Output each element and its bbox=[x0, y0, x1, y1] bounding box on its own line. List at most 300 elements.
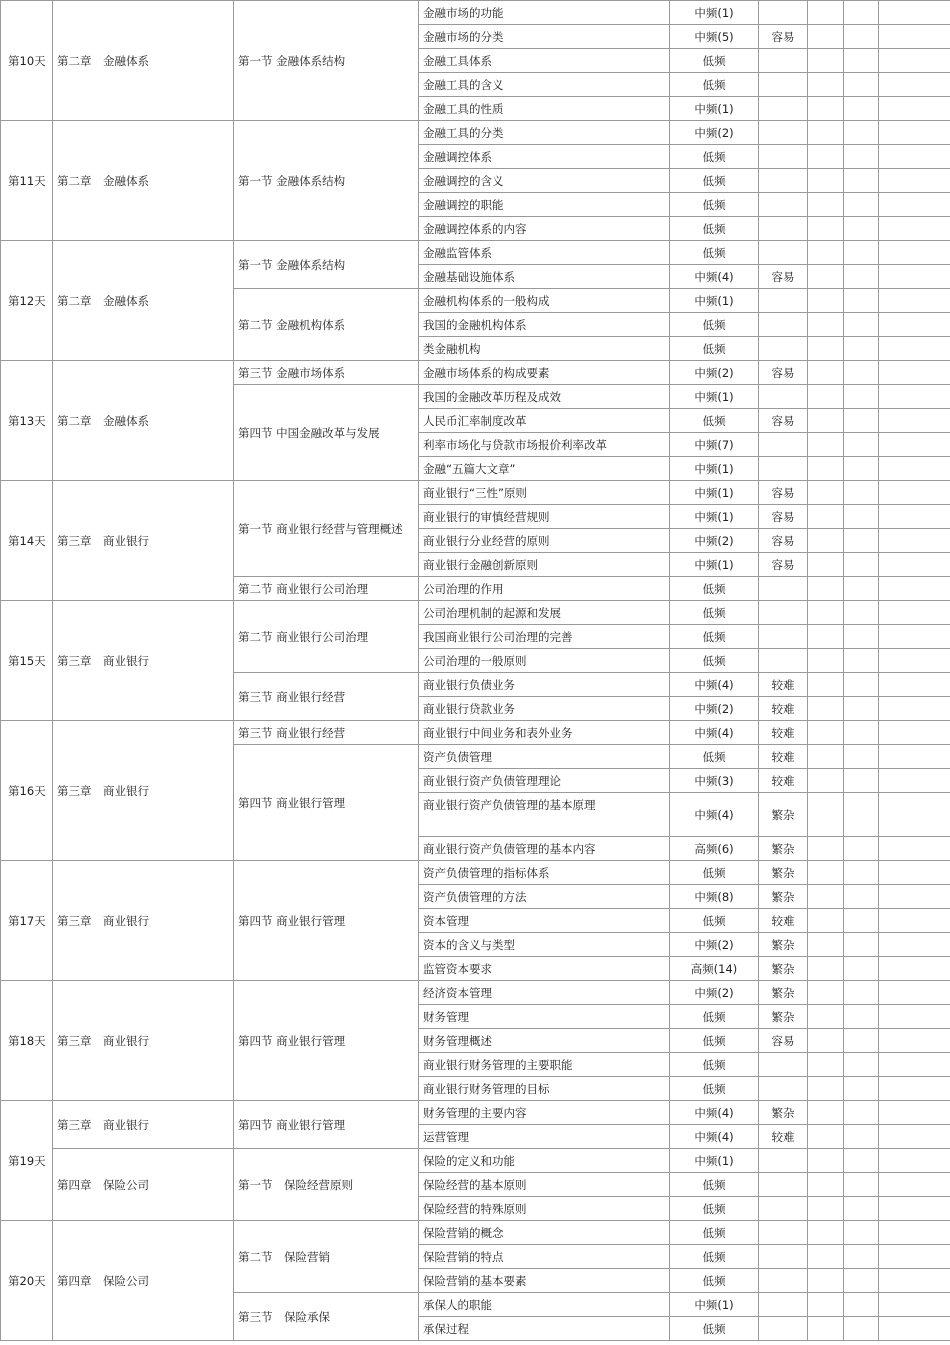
frequency-cell: 低频 bbox=[670, 49, 759, 73]
empty-cell bbox=[808, 217, 844, 241]
difficulty-cell: 较难 bbox=[759, 1125, 808, 1149]
topic-cell: 资产负债管理 bbox=[419, 745, 670, 769]
empty-cell bbox=[879, 1173, 950, 1197]
frequency-cell: 低频 bbox=[670, 1269, 759, 1293]
empty-cell bbox=[879, 457, 950, 481]
section-cell: 第一节 金融体系结构 bbox=[234, 121, 419, 241]
empty-cell bbox=[879, 361, 950, 385]
empty-cell bbox=[844, 1173, 879, 1197]
topic-cell: 商业银行资产负债管理理论 bbox=[419, 769, 670, 793]
empty-cell bbox=[808, 145, 844, 169]
section-cell: 第三节 金融市场体系 bbox=[234, 361, 419, 385]
empty-cell bbox=[879, 1293, 950, 1317]
empty-cell bbox=[879, 981, 950, 1005]
empty-cell bbox=[879, 313, 950, 337]
empty-cell bbox=[808, 25, 844, 49]
topic-cell: 我国的金融机构体系 bbox=[419, 313, 670, 337]
topic-cell: 资本的含义与类型 bbox=[419, 933, 670, 957]
topic-cell: 保险营销的特点 bbox=[419, 1245, 670, 1269]
section-cell: 第四节 商业银行管理 bbox=[234, 1101, 419, 1149]
empty-cell bbox=[879, 1269, 950, 1293]
topic-cell: 金融“五篇大文章” bbox=[419, 457, 670, 481]
empty-cell bbox=[879, 289, 950, 313]
frequency-cell: 低频 bbox=[670, 625, 759, 649]
topic-cell: 金融调控体系的内容 bbox=[419, 217, 670, 241]
topic-cell: 经济资本管理 bbox=[419, 981, 670, 1005]
topic-cell: 财务管理 bbox=[419, 1005, 670, 1029]
empty-cell bbox=[879, 1317, 950, 1341]
difficulty-cell: 容易 bbox=[759, 1029, 808, 1053]
topic-cell: 资产负债管理的方法 bbox=[419, 885, 670, 909]
frequency-cell: 高频(6) bbox=[670, 837, 759, 861]
difficulty-cell: 较难 bbox=[759, 697, 808, 721]
frequency-cell: 中频(2) bbox=[670, 121, 759, 145]
empty-cell bbox=[879, 529, 950, 553]
frequency-cell: 中频(1) bbox=[670, 1, 759, 25]
empty-cell bbox=[844, 337, 879, 361]
difficulty-cell: 较难 bbox=[759, 721, 808, 745]
difficulty-cell bbox=[759, 73, 808, 97]
empty-cell bbox=[879, 1197, 950, 1221]
day-cell: 第11天 bbox=[1, 121, 53, 241]
difficulty-cell bbox=[759, 145, 808, 169]
table-row bbox=[1, 481, 950, 505]
difficulty-cell: 容易 bbox=[759, 265, 808, 289]
empty-cell bbox=[879, 1, 950, 25]
empty-cell bbox=[808, 1149, 844, 1173]
empty-cell bbox=[844, 193, 879, 217]
topic-cell: 商业银行资产负债管理的基本内容 bbox=[419, 837, 670, 861]
frequency-cell: 中频(8) bbox=[670, 885, 759, 909]
empty-cell bbox=[844, 1197, 879, 1221]
empty-cell bbox=[844, 673, 879, 697]
empty-cell bbox=[808, 673, 844, 697]
topic-cell: 承保人的职能 bbox=[419, 1293, 670, 1317]
empty-cell bbox=[808, 861, 844, 885]
topic-cell: 商业银行财务管理的目标 bbox=[419, 1077, 670, 1101]
difficulty-cell bbox=[759, 601, 808, 625]
table-row bbox=[1, 601, 950, 625]
topic-cell: 金融市场的功能 bbox=[419, 1, 670, 25]
frequency-cell: 低频 bbox=[670, 337, 759, 361]
empty-cell bbox=[844, 361, 879, 385]
frequency-cell: 低频 bbox=[670, 409, 759, 433]
frequency-cell: 中频(2) bbox=[670, 933, 759, 957]
topic-cell: 金融市场的分类 bbox=[419, 25, 670, 49]
empty-cell bbox=[808, 1029, 844, 1053]
empty-cell bbox=[844, 1101, 879, 1125]
topic-cell: 利率市场化与贷款市场报价利率改革 bbox=[419, 433, 670, 457]
difficulty-cell: 容易 bbox=[759, 505, 808, 529]
frequency-cell: 低频 bbox=[670, 1245, 759, 1269]
empty-cell bbox=[808, 265, 844, 289]
empty-cell bbox=[844, 1053, 879, 1077]
difficulty-cell: 容易 bbox=[759, 409, 808, 433]
empty-cell bbox=[844, 289, 879, 313]
empty-cell bbox=[808, 909, 844, 933]
empty-cell bbox=[844, 73, 879, 97]
section-cell: 第四节 商业银行管理 bbox=[234, 981, 419, 1101]
empty-cell bbox=[879, 837, 950, 861]
day-cell: 第14天 bbox=[1, 481, 53, 601]
empty-cell bbox=[879, 49, 950, 73]
empty-cell bbox=[879, 505, 950, 529]
frequency-cell: 中频(4) bbox=[670, 793, 759, 837]
empty-cell bbox=[879, 1077, 950, 1101]
empty-cell bbox=[844, 721, 879, 745]
empty-cell bbox=[879, 145, 950, 169]
frequency-cell: 中频(1) bbox=[670, 97, 759, 121]
difficulty-cell bbox=[759, 1197, 808, 1221]
table-row bbox=[1, 1221, 950, 1245]
topic-cell: 保险营销的基本要素 bbox=[419, 1269, 670, 1293]
empty-cell bbox=[844, 1, 879, 25]
difficulty-cell bbox=[759, 1077, 808, 1101]
topic-cell: 承保过程 bbox=[419, 1317, 670, 1341]
empty-cell bbox=[879, 1125, 950, 1149]
empty-cell bbox=[844, 837, 879, 861]
difficulty-cell bbox=[759, 97, 808, 121]
day-cell: 第17天 bbox=[1, 861, 53, 981]
frequency-cell: 低频 bbox=[670, 217, 759, 241]
empty-cell bbox=[808, 885, 844, 909]
difficulty-cell bbox=[759, 217, 808, 241]
empty-cell bbox=[844, 1293, 879, 1317]
difficulty-cell: 繁杂 bbox=[759, 837, 808, 861]
empty-cell bbox=[879, 433, 950, 457]
topic-cell: 我国的金融改革历程及成效 bbox=[419, 385, 670, 409]
chapter-cell: 第三章 商业银行 bbox=[53, 981, 234, 1101]
frequency-cell: 低频 bbox=[670, 241, 759, 265]
difficulty-cell bbox=[759, 313, 808, 337]
empty-cell bbox=[844, 1029, 879, 1053]
empty-cell bbox=[808, 193, 844, 217]
topic-cell: 商业银行分业经营的原则 bbox=[419, 529, 670, 553]
empty-cell bbox=[808, 409, 844, 433]
day-cell: 第13天 bbox=[1, 361, 53, 481]
topic-cell: 商业银行资产负债管理的基本原理 bbox=[419, 793, 670, 837]
empty-cell bbox=[879, 649, 950, 673]
empty-cell bbox=[844, 1005, 879, 1029]
day-cell: 第20天 bbox=[1, 1221, 53, 1341]
topic-cell: 商业银行的审慎经营规则 bbox=[419, 505, 670, 529]
empty-cell bbox=[844, 385, 879, 409]
frequency-cell: 中频(1) bbox=[670, 505, 759, 529]
topic-cell: 金融市场体系的构成要素 bbox=[419, 361, 670, 385]
empty-cell bbox=[844, 433, 879, 457]
empty-cell bbox=[844, 933, 879, 957]
topic-cell: 保险经营的基本原则 bbox=[419, 1173, 670, 1197]
empty-cell bbox=[879, 1149, 950, 1173]
empty-cell bbox=[844, 577, 879, 601]
empty-cell bbox=[879, 697, 950, 721]
difficulty-cell bbox=[759, 577, 808, 601]
empty-cell bbox=[808, 793, 844, 837]
empty-cell bbox=[808, 313, 844, 337]
empty-cell bbox=[879, 337, 950, 361]
section-cell: 第一节 保险经营原则 bbox=[234, 1149, 419, 1221]
frequency-cell: 中频(4) bbox=[670, 1125, 759, 1149]
chapter-cell: 第三章 商业银行 bbox=[53, 861, 234, 981]
empty-cell bbox=[808, 837, 844, 861]
section-cell: 第三节 商业银行经营 bbox=[234, 721, 419, 745]
empty-cell bbox=[808, 73, 844, 97]
frequency-cell: 中频(4) bbox=[670, 265, 759, 289]
empty-cell bbox=[879, 625, 950, 649]
difficulty-cell bbox=[759, 625, 808, 649]
empty-cell bbox=[808, 1293, 844, 1317]
frequency-cell: 低频 bbox=[670, 577, 759, 601]
topic-cell: 运营管理 bbox=[419, 1125, 670, 1149]
topic-cell: 金融工具体系 bbox=[419, 49, 670, 73]
empty-cell bbox=[844, 957, 879, 981]
empty-cell bbox=[879, 673, 950, 697]
empty-cell bbox=[808, 625, 844, 649]
difficulty-cell bbox=[759, 1053, 808, 1077]
table-row bbox=[1, 1149, 950, 1173]
difficulty-cell: 繁杂 bbox=[759, 1101, 808, 1125]
empty-cell bbox=[844, 529, 879, 553]
day-cell: 第18天 bbox=[1, 981, 53, 1101]
empty-cell bbox=[808, 1269, 844, 1293]
empty-cell bbox=[808, 241, 844, 265]
empty-cell bbox=[808, 697, 844, 721]
empty-cell bbox=[844, 313, 879, 337]
empty-cell bbox=[808, 1, 844, 25]
difficulty-cell bbox=[759, 1245, 808, 1269]
section-cell: 第三节 保险承保 bbox=[234, 1293, 419, 1341]
frequency-cell: 低频 bbox=[670, 1077, 759, 1101]
empty-cell bbox=[808, 1101, 844, 1125]
section-cell: 第一节 金融体系结构 bbox=[234, 1, 419, 121]
frequency-cell: 低频 bbox=[670, 1197, 759, 1221]
empty-cell bbox=[808, 385, 844, 409]
day-cell: 第16天 bbox=[1, 721, 53, 861]
frequency-cell: 低频 bbox=[670, 313, 759, 337]
empty-cell bbox=[808, 957, 844, 981]
empty-cell bbox=[844, 1317, 879, 1341]
empty-cell bbox=[844, 601, 879, 625]
empty-cell bbox=[879, 25, 950, 49]
topic-cell: 公司治理机制的起源和发展 bbox=[419, 601, 670, 625]
empty-cell bbox=[808, 121, 844, 145]
frequency-cell: 低频 bbox=[670, 601, 759, 625]
difficulty-cell bbox=[759, 337, 808, 361]
empty-cell bbox=[808, 981, 844, 1005]
frequency-cell: 中频(2) bbox=[670, 361, 759, 385]
empty-cell bbox=[844, 121, 879, 145]
empty-cell bbox=[879, 1053, 950, 1077]
empty-cell bbox=[844, 217, 879, 241]
empty-cell bbox=[808, 1173, 844, 1197]
topic-cell: 我国商业银行公司治理的完善 bbox=[419, 625, 670, 649]
difficulty-cell bbox=[759, 121, 808, 145]
table-row bbox=[1, 1101, 950, 1125]
empty-cell bbox=[844, 49, 879, 73]
empty-cell bbox=[844, 457, 879, 481]
empty-cell bbox=[879, 1101, 950, 1125]
difficulty-cell: 繁杂 bbox=[759, 957, 808, 981]
empty-cell bbox=[879, 1221, 950, 1245]
chapter-cell: 第三章 商业银行 bbox=[53, 601, 234, 721]
frequency-cell: 高频(14) bbox=[670, 957, 759, 981]
difficulty-cell: 较难 bbox=[759, 909, 808, 933]
empty-cell bbox=[844, 169, 879, 193]
difficulty-cell: 较难 bbox=[759, 769, 808, 793]
difficulty-cell: 容易 bbox=[759, 25, 808, 49]
empty-cell bbox=[808, 49, 844, 73]
difficulty-cell bbox=[759, 385, 808, 409]
frequency-cell: 低频 bbox=[670, 909, 759, 933]
topic-cell: 资本管理 bbox=[419, 909, 670, 933]
difficulty-cell bbox=[759, 1269, 808, 1293]
topic-cell: 金融工具的含义 bbox=[419, 73, 670, 97]
frequency-cell: 中频(2) bbox=[670, 697, 759, 721]
empty-cell bbox=[808, 1053, 844, 1077]
empty-cell bbox=[808, 97, 844, 121]
empty-cell bbox=[879, 885, 950, 909]
empty-cell bbox=[808, 577, 844, 601]
topic-cell: 公司治理的作用 bbox=[419, 577, 670, 601]
difficulty-cell bbox=[759, 1221, 808, 1245]
empty-cell bbox=[879, 933, 950, 957]
day-cell: 第15天 bbox=[1, 601, 53, 721]
frequency-cell: 低频 bbox=[670, 1317, 759, 1341]
empty-cell bbox=[844, 145, 879, 169]
difficulty-cell: 容易 bbox=[759, 553, 808, 577]
frequency-cell: 低频 bbox=[670, 145, 759, 169]
empty-cell bbox=[879, 793, 950, 837]
topic-cell: 保险的定义和功能 bbox=[419, 1149, 670, 1173]
chapter-cell: 第四章 保险公司 bbox=[53, 1149, 234, 1221]
topic-cell: 金融调控体系 bbox=[419, 145, 670, 169]
difficulty-cell: 容易 bbox=[759, 361, 808, 385]
empty-cell bbox=[808, 1317, 844, 1341]
topic-cell: 商业银行中间业务和表外业务 bbox=[419, 721, 670, 745]
topic-cell: 类金融机构 bbox=[419, 337, 670, 361]
empty-cell bbox=[844, 1149, 879, 1173]
empty-cell bbox=[844, 1269, 879, 1293]
chapter-cell: 第三章 商业银行 bbox=[53, 721, 234, 861]
empty-cell bbox=[844, 697, 879, 721]
day-cell: 第10天 bbox=[1, 1, 53, 121]
frequency-cell: 低频 bbox=[670, 1053, 759, 1077]
empty-cell bbox=[879, 73, 950, 97]
frequency-cell: 中频(2) bbox=[670, 981, 759, 1005]
empty-cell bbox=[844, 909, 879, 933]
frequency-cell: 中频(1) bbox=[670, 289, 759, 313]
topic-cell: 财务管理概述 bbox=[419, 1029, 670, 1053]
empty-cell bbox=[844, 769, 879, 793]
frequency-cell: 中频(4) bbox=[670, 673, 759, 697]
difficulty-cell bbox=[759, 169, 808, 193]
empty-cell bbox=[808, 1221, 844, 1245]
frequency-cell: 中频(1) bbox=[670, 481, 759, 505]
empty-cell bbox=[879, 481, 950, 505]
empty-cell bbox=[808, 1197, 844, 1221]
frequency-cell: 低频 bbox=[670, 193, 759, 217]
frequency-cell: 低频 bbox=[670, 1221, 759, 1245]
empty-cell bbox=[879, 97, 950, 121]
empty-cell bbox=[844, 861, 879, 885]
empty-cell bbox=[879, 745, 950, 769]
empty-cell bbox=[844, 1077, 879, 1101]
table-row bbox=[1, 241, 950, 265]
empty-cell bbox=[879, 217, 950, 241]
empty-cell bbox=[879, 121, 950, 145]
section-cell: 第二节 保险营销 bbox=[234, 1221, 419, 1293]
frequency-cell: 中频(3) bbox=[670, 769, 759, 793]
topic-cell: 保险营销的概念 bbox=[419, 1221, 670, 1245]
topic-cell: 金融调控的职能 bbox=[419, 193, 670, 217]
difficulty-cell: 繁杂 bbox=[759, 861, 808, 885]
difficulty-cell bbox=[759, 1317, 808, 1341]
chapter-cell: 第二章 金融体系 bbox=[53, 241, 234, 361]
day-cell: 第19天 bbox=[1, 1101, 53, 1221]
chapter-cell: 第二章 金融体系 bbox=[53, 121, 234, 241]
topic-cell: 保险经营的特殊原则 bbox=[419, 1197, 670, 1221]
empty-cell bbox=[879, 193, 950, 217]
empty-cell bbox=[808, 1245, 844, 1269]
empty-cell bbox=[844, 409, 879, 433]
empty-cell bbox=[844, 625, 879, 649]
frequency-cell: 中频(1) bbox=[670, 1293, 759, 1317]
empty-cell bbox=[808, 1125, 844, 1149]
topic-cell: 商业银行贷款业务 bbox=[419, 697, 670, 721]
topic-cell: 商业银行金融创新原则 bbox=[419, 553, 670, 577]
topic-cell: 监管资本要求 bbox=[419, 957, 670, 981]
topic-cell: 财务管理的主要内容 bbox=[419, 1101, 670, 1125]
topic-cell: 商业银行财务管理的主要职能 bbox=[419, 1053, 670, 1077]
table-row bbox=[1, 861, 950, 885]
empty-cell bbox=[808, 553, 844, 577]
frequency-cell: 中频(1) bbox=[670, 385, 759, 409]
frequency-cell: 中频(1) bbox=[670, 457, 759, 481]
empty-cell bbox=[844, 649, 879, 673]
difficulty-cell: 繁杂 bbox=[759, 1005, 808, 1029]
frequency-cell: 低频 bbox=[670, 1005, 759, 1029]
empty-cell bbox=[879, 909, 950, 933]
empty-cell bbox=[844, 885, 879, 909]
empty-cell bbox=[879, 769, 950, 793]
empty-cell bbox=[808, 601, 844, 625]
table-row bbox=[1, 1, 950, 25]
section-cell: 第一节 商业银行经营与管理概述 bbox=[234, 481, 419, 577]
chapter-cell: 第二章 金融体系 bbox=[53, 1, 234, 121]
empty-cell bbox=[879, 241, 950, 265]
section-cell: 第四节 中国金融改革与发展 bbox=[234, 385, 419, 481]
difficulty-cell: 繁杂 bbox=[759, 981, 808, 1005]
section-cell: 第一节 金融体系结构 bbox=[234, 241, 419, 289]
empty-cell bbox=[808, 933, 844, 957]
empty-cell bbox=[879, 385, 950, 409]
topic-cell: 人民币汇率制度改革 bbox=[419, 409, 670, 433]
empty-cell bbox=[808, 457, 844, 481]
topic-cell: 金融监管体系 bbox=[419, 241, 670, 265]
table-row bbox=[1, 721, 950, 745]
table-row bbox=[1, 121, 950, 145]
chapter-cell: 第二章 金融体系 bbox=[53, 361, 234, 481]
empty-cell bbox=[879, 1005, 950, 1029]
schedule-body bbox=[1, 1, 950, 1341]
difficulty-cell bbox=[759, 1173, 808, 1197]
frequency-cell: 低频 bbox=[670, 73, 759, 97]
section-cell: 第二节 金融机构体系 bbox=[234, 289, 419, 361]
frequency-cell: 中频(1) bbox=[670, 553, 759, 577]
topic-cell: 金融工具的分类 bbox=[419, 121, 670, 145]
topic-cell: 金融调控的含义 bbox=[419, 169, 670, 193]
empty-cell bbox=[844, 745, 879, 769]
